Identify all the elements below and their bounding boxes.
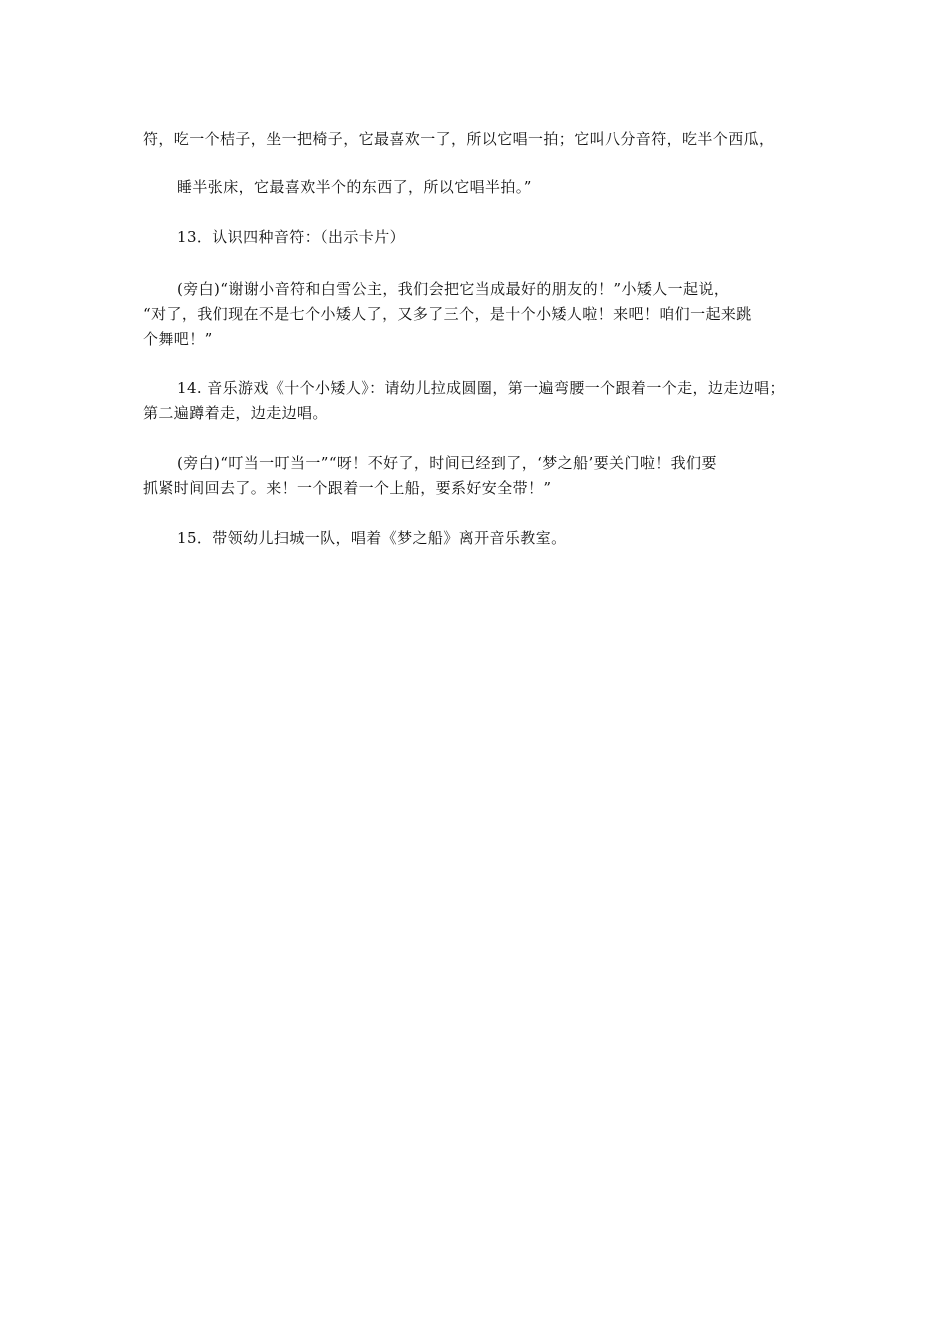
text-line: 睡半张床，它最喜欢半个的东西了，所以它唱半拍。”: [177, 178, 532, 196]
text-line: 第二遍蹲着走，边走边唱。: [143, 404, 328, 422]
text-line: 符，吃一个桔子，坐一把椅子，它最喜欢一了，所以它唱一拍；它叫八分音符，吃半个西瓜，: [143, 130, 775, 148]
text-line: 抓紧时间回去了。来！一个跟着一个上船，要系好安全带！”: [143, 479, 552, 497]
text-line: 个舞吧！”: [143, 330, 213, 348]
text-line: “对了，我们现在不是七个小矮人了，又多了三个，是十个小矮人啦！来吧！咱们一起来跳: [143, 305, 752, 323]
text-line: (旁白)“叮当一叮当一”“呀！不好了，时间已经到了，‘梦之船’要关门啦！我们要: [177, 454, 717, 472]
text-line: 15．带领幼儿扫城一队，唱着《梦之船》离开音乐教室。: [177, 529, 567, 547]
text-line: (旁白)“谢谢小音符和白雪公主，我们会把它当成最好的朋友的！”小矮人一起说，: [177, 280, 730, 298]
text-line: 13．认识四种音符：（出示卡片）: [177, 228, 405, 246]
text-line: 14. 音乐游戏《十个小矮人》：请幼儿拉成圆圈，第一遍弯腰一个跟着一个走，边走边唱；: [177, 379, 785, 397]
